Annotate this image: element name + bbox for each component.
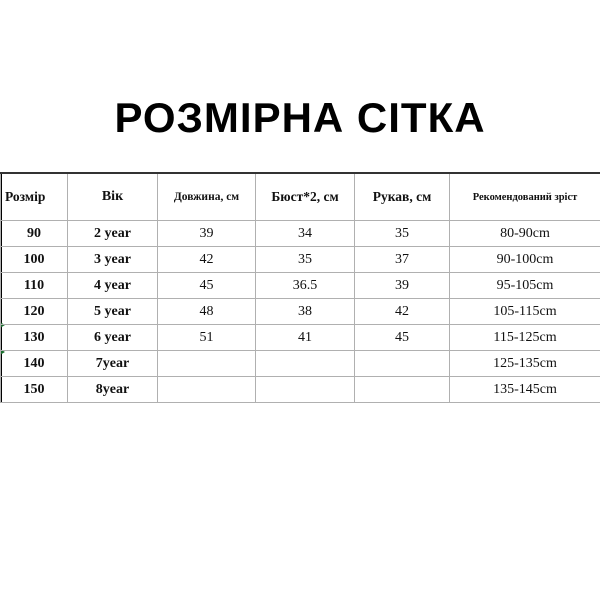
cell-size: 110 (1, 273, 68, 299)
cell-size: 150 (1, 377, 68, 403)
table-row (1, 273, 600, 299)
cell-length (158, 351, 256, 377)
table-row (1, 247, 600, 273)
header-recommended-height: Рекомендований зріст (450, 173, 600, 221)
cell-sleeve (355, 377, 450, 403)
cell-height: 105-115cm (450, 299, 600, 325)
cell-age: 3 year (68, 247, 158, 273)
cell-sleeve: 35 (355, 221, 450, 247)
cell-size: 140 (1, 351, 68, 377)
table-row (1, 299, 600, 325)
cell-height: 135-145cm (450, 377, 600, 403)
cell-sleeve: 37 (355, 247, 450, 273)
cell-height: 115-125cm (450, 325, 600, 351)
cell-sleeve: 45 (355, 325, 450, 351)
cell-age: 6 year (68, 325, 158, 351)
cell-bust: 35 (256, 247, 355, 273)
cell-bust: 36.5 (256, 273, 355, 299)
header-sleeve: Рукав, см (355, 173, 450, 221)
cell-length: 45 (158, 273, 256, 299)
header-length: Довжина, см (158, 173, 256, 221)
cell-length (158, 377, 256, 403)
cell-height: 80-90cm (450, 221, 600, 247)
cell-length: 48 (158, 299, 256, 325)
table-header-row (1, 173, 600, 221)
cell-bust (256, 351, 355, 377)
page-title: РОЗМІРНА СІТКА (114, 94, 486, 141)
header-size: Розмір (1, 173, 68, 221)
cell-size: 120 (1, 299, 68, 325)
cell-size: 100 (1, 247, 68, 273)
cell-length: 39 (158, 221, 256, 247)
cell-bust (256, 377, 355, 403)
cell-height: 95-105cm (450, 273, 600, 299)
header-age: Вік (68, 173, 158, 221)
cell-size: 90 (1, 221, 68, 247)
cell-height: 90-100cm (450, 247, 600, 273)
cell-bust: 38 (256, 299, 355, 325)
cell-age: 2 year (68, 221, 158, 247)
cell-length: 42 (158, 247, 256, 273)
cell-age: 8year (68, 377, 158, 403)
cell-age: 7year (68, 351, 158, 377)
table-row (1, 325, 600, 351)
cell-sleeve (355, 351, 450, 377)
cell-size: 130 (1, 325, 68, 351)
cell-length: 51 (158, 325, 256, 351)
cell-age: 4 year (68, 273, 158, 299)
size-chart-table (0, 172, 600, 403)
cell-bust: 34 (256, 221, 355, 247)
table-row (1, 351, 600, 377)
cell-sleeve: 42 (355, 299, 450, 325)
cell-height: 125-135cm (450, 351, 600, 377)
header-bust: Бюст*2, см (256, 173, 355, 221)
cell-sleeve: 39 (355, 273, 450, 299)
cell-bust: 41 (256, 325, 355, 351)
table-row (1, 377, 600, 403)
cell-age: 5 year (68, 299, 158, 325)
table-row (1, 221, 600, 247)
